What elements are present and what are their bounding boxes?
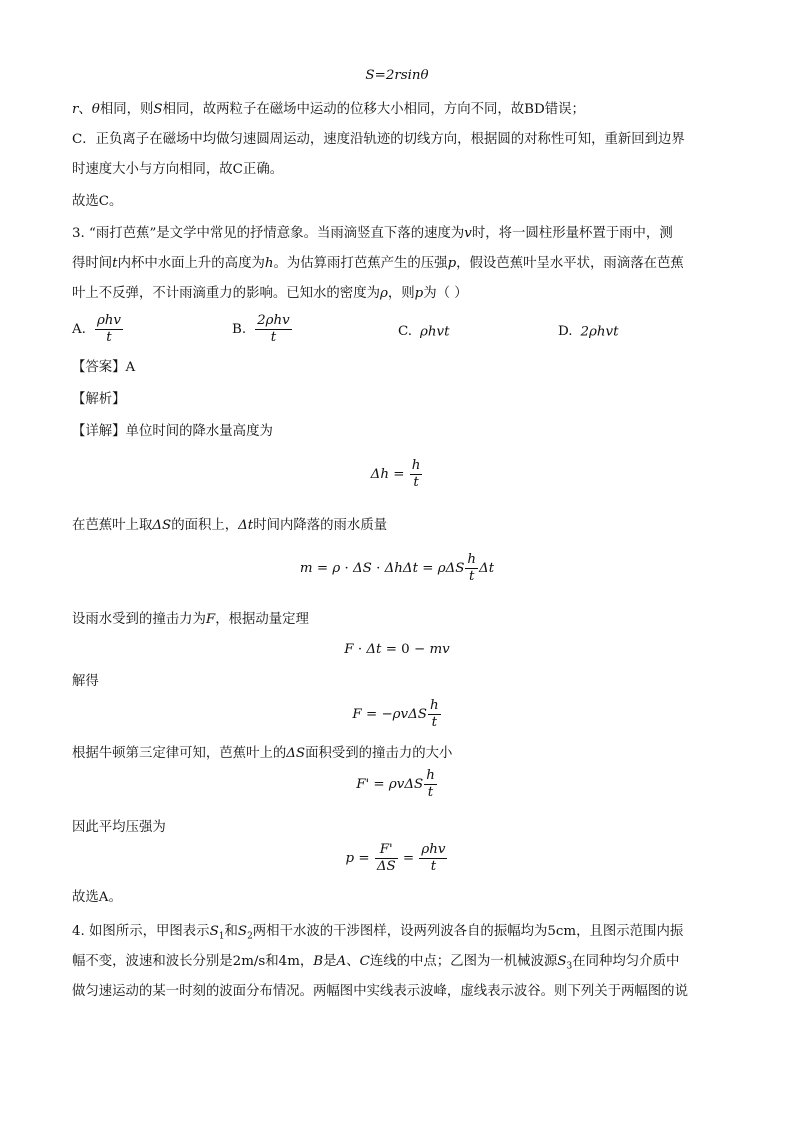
equation-force: F = −ρvΔS $\frac{h}{t}$ <box>352 698 439 730</box>
question-3-line2: 得时间t内杯中水面上升的高度为h。为估算雨打芭蕉产生的压强p，假设芭蕉叶呈水平状，雨滴落在芭蕉 <box>72 256 684 271</box>
question-3-line1: 3. “雨打芭蕉”是文学中常见的抒情意象。当雨滴竖直下落的速度为v时，将一圆柱形量杯置于雨中，测 <box>72 226 673 241</box>
equation-reaction-force: F' = ρvΔS $\frac{h}{t}$ <box>356 768 435 800</box>
choose-a: 故选A。 <box>72 890 122 905</box>
area-mass-text: 在芭蕉叶上取ΔS的面积上，Δt时间内降落的雨水质量 <box>72 518 388 533</box>
newton-text: 根据牛顿第三定律可知，芭蕉叶上的ΔS面积受到的撞击力的大小 <box>72 746 453 761</box>
force-text: 设雨水受到的撞击力为F，根据动量定理 <box>72 612 309 627</box>
choose-c: 故选C。 <box>72 194 123 209</box>
question-4-line2: 幅不变，波速和波长分别是2m/s和4m，B是A、C连线的中点；乙图为一机械波源$S_3$在同种均匀介质中 <box>72 954 680 972</box>
paragraph-rtheta: r、θ相同，则S相同，故两粒子在磁场中运动的位移大小相同，方向不同，故BD错误； <box>72 102 585 117</box>
question-3-line3: 叶上不反弹，不计雨滴重力的影响。已知水的密度为ρ，则p为（ ） <box>72 286 468 301</box>
option-c[interactable]: C. ρhvt <box>398 324 450 340</box>
equation-delta-h: Δh = $\frac{h}{t}$ <box>370 458 421 490</box>
solve-text: 解得 <box>72 674 99 689</box>
equation-momentum: F · Δt = 0 − mv <box>344 642 450 657</box>
question-4-line3: 做匀速运动的某一时刻的波面分布情况。两幅图中实线表示波峰，虚线表示波谷。则下列关于两幅图的说 <box>72 984 688 999</box>
equation-pressure: p = $\frac{F'}{\Delta S}$ = $\frac{\text{ρhv}}{t}$ <box>345 842 446 874</box>
detail: 【详解】单位时间的降水量高度为 <box>72 424 273 439</box>
question-4-line1: 4. 如图所示，甲图表示$S_1$和$S_2$两相干水波的干涉图样，设两列波各自的振幅均为5cm，且图示范围内振 <box>72 924 684 942</box>
option-a[interactable]: A. $\frac{\text{ρhv}}{t}$ <box>72 313 121 345</box>
option-b[interactable]: B. $\frac{\text{2ρhv}}{t}$ <box>232 313 290 345</box>
equation-mass: m = ρ · ΔS · ΔhΔt = ρΔS $\frac{h}{t}$ Δt <box>299 552 495 584</box>
analysis-heading: 【解析】 <box>72 392 126 407</box>
paragraph-c-line1: C．正负离子在磁场中均做匀速圆周运动，速度沿轨迹的切线方向，根据圆的对称性可知，重新回到边界 <box>72 132 685 147</box>
option-d[interactable]: D. 2ρhvt <box>558 324 619 340</box>
answer: 【答案】A <box>72 360 136 375</box>
top-formula: S=2rsinθ <box>365 68 429 83</box>
paragraph-c-line2: 时速度大小与方向相同，故C正确。 <box>72 162 284 177</box>
pressure-text: 因此平均压强为 <box>72 820 166 835</box>
